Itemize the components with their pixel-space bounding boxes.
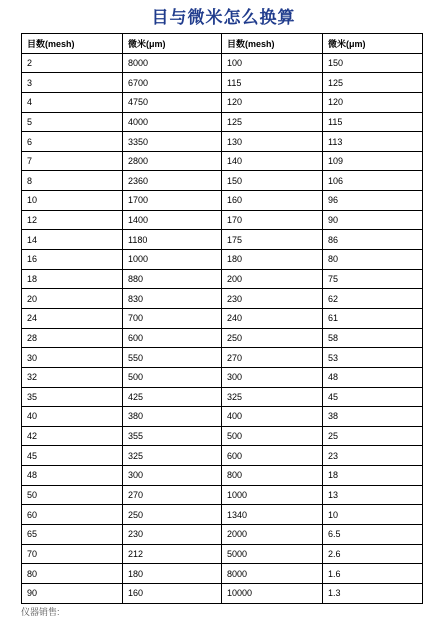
cell-mesh-right: 170: [222, 210, 323, 230]
cell-mesh-right: 2000: [222, 525, 323, 545]
cell-micron-left: 1180: [123, 230, 222, 250]
cell-mesh-left: 4: [22, 92, 123, 112]
cell-mesh-left: 50: [22, 485, 123, 505]
page-title: 目与微米怎么换算: [151, 8, 296, 28]
cell-mesh-left: 3: [22, 73, 123, 93]
table-row: [22, 348, 423, 368]
cell-micron-right: 113: [323, 132, 423, 152]
cell-micron-left: 600: [123, 328, 222, 348]
table-row: [22, 250, 423, 270]
table-row: [22, 171, 423, 191]
table-row: [22, 289, 423, 309]
cell-micron-left: 4750: [123, 92, 222, 112]
table-row: [22, 367, 423, 387]
cell-mesh-left: 80: [22, 564, 123, 584]
cell-mesh-left: 90: [22, 583, 123, 603]
cell-micron-right: 125: [323, 73, 423, 93]
cell-micron-right: 109: [323, 151, 423, 171]
cell-mesh-left: 28: [22, 328, 123, 348]
cell-mesh-left: 5: [22, 112, 123, 132]
cell-micron-right: 96: [323, 191, 423, 211]
table-row: [22, 308, 423, 328]
cell-mesh-left: 16: [22, 250, 123, 270]
cell-micron-left: 180: [123, 564, 222, 584]
table-row: [22, 387, 423, 407]
cell-micron-left: 8000: [123, 53, 222, 73]
cell-micron-left: 2360: [123, 171, 222, 191]
cell-micron-right: 45: [323, 387, 423, 407]
cell-micron-right: 90: [323, 210, 423, 230]
cell-mesh-right: 240: [222, 308, 323, 328]
footer-note: 仪器销售:: [21, 607, 60, 617]
cell-micron-left: 6700: [123, 73, 222, 93]
cell-mesh-right: 180: [222, 250, 323, 270]
cell-micron-left: 425: [123, 387, 222, 407]
cell-mesh-right: 115: [222, 73, 323, 93]
table-row: [22, 132, 423, 152]
cell-mesh-right: 230: [222, 289, 323, 309]
cell-micron-right: 61: [323, 308, 423, 328]
cell-mesh-right: 200: [222, 269, 323, 289]
cell-micron-left: 880: [123, 269, 222, 289]
cell-mesh-left: 14: [22, 230, 123, 250]
cell-mesh-right: 5000: [222, 544, 323, 564]
table-row: [22, 151, 423, 171]
cell-mesh-left: 2: [22, 53, 123, 73]
cell-mesh-left: 6: [22, 132, 123, 152]
cell-micron-right: 1.6: [323, 564, 423, 584]
table-row: [22, 583, 423, 603]
cell-micron-left: 2800: [123, 151, 222, 171]
cell-mesh-left: 32: [22, 367, 123, 387]
cell-micron-left: 355: [123, 426, 222, 446]
cell-micron-left: 325: [123, 446, 222, 466]
table-row: [22, 407, 423, 427]
cell-micron-right: 86: [323, 230, 423, 250]
cell-mesh-left: 60: [22, 505, 123, 525]
cell-mesh-left: 42: [22, 426, 123, 446]
cell-mesh-right: 800: [222, 466, 323, 486]
cell-micron-right: 150: [323, 53, 423, 73]
cell-micron-left: 1400: [123, 210, 222, 230]
cell-micron-right: 25: [323, 426, 423, 446]
table-row: [22, 92, 423, 112]
table-body: [22, 53, 423, 603]
cell-micron-right: 75: [323, 269, 423, 289]
cell-mesh-right: 1340: [222, 505, 323, 525]
table-row: [22, 544, 423, 564]
cell-micron-right: 80: [323, 250, 423, 270]
cell-mesh-right: 400: [222, 407, 323, 427]
cell-mesh-right: 100: [222, 53, 323, 73]
cell-mesh-right: 10000: [222, 583, 323, 603]
cell-micron-right: 106: [323, 171, 423, 191]
cell-mesh-left: 24: [22, 308, 123, 328]
cell-micron-left: 830: [123, 289, 222, 309]
header-mesh-right: 目数(mesh): [222, 34, 323, 54]
table-row: [22, 446, 423, 466]
cell-micron-right: 13: [323, 485, 423, 505]
cell-micron-left: 700: [123, 308, 222, 328]
cell-mesh-right: 600: [222, 446, 323, 466]
table-row: [22, 564, 423, 584]
cell-micron-left: 1700: [123, 191, 222, 211]
cell-mesh-right: 175: [222, 230, 323, 250]
cell-mesh-right: 140: [222, 151, 323, 171]
cell-mesh-right: 8000: [222, 564, 323, 584]
table-header-row: [22, 34, 423, 54]
cell-mesh-left: 8: [22, 171, 123, 191]
table-row: [22, 191, 423, 211]
cell-micron-left: 4000: [123, 112, 222, 132]
cell-micron-right: 1.3: [323, 583, 423, 603]
cell-mesh-left: 45: [22, 446, 123, 466]
cell-micron-left: 1000: [123, 250, 222, 270]
cell-micron-right: 6.5: [323, 525, 423, 545]
cell-mesh-left: 7: [22, 151, 123, 171]
table-row: [22, 505, 423, 525]
header-micron-right: 微米(μm): [323, 34, 423, 54]
cell-micron-right: 38: [323, 407, 423, 427]
cell-mesh-left: 40: [22, 407, 123, 427]
table-row: [22, 485, 423, 505]
cell-mesh-left: 65: [22, 525, 123, 545]
cell-mesh-right: 125: [222, 112, 323, 132]
cell-micron-right: 115: [323, 112, 423, 132]
cell-micron-right: 53: [323, 348, 423, 368]
cell-mesh-right: 150: [222, 171, 323, 191]
cell-mesh-left: 48: [22, 466, 123, 486]
cell-micron-right: 48: [323, 367, 423, 387]
cell-micron-right: 18: [323, 466, 423, 486]
table-row: [22, 112, 423, 132]
table-row: [22, 525, 423, 545]
table-row: [22, 328, 423, 348]
cell-micron-left: 500: [123, 367, 222, 387]
cell-mesh-right: 300: [222, 367, 323, 387]
cell-mesh-left: 10: [22, 191, 123, 211]
cell-mesh-right: 1000: [222, 485, 323, 505]
cell-micron-left: 550: [123, 348, 222, 368]
table-row: [22, 426, 423, 446]
cell-micron-left: 270: [123, 485, 222, 505]
cell-mesh-left: 35: [22, 387, 123, 407]
header-mesh-left: 目数(mesh): [22, 34, 123, 54]
cell-micron-right: 2.6: [323, 544, 423, 564]
cell-mesh-left: 70: [22, 544, 123, 564]
cell-micron-right: 10: [323, 505, 423, 525]
table-row: [22, 466, 423, 486]
cell-micron-right: 120: [323, 92, 423, 112]
cell-mesh-right: 130: [222, 132, 323, 152]
cell-mesh-right: 270: [222, 348, 323, 368]
table-row: [22, 230, 423, 250]
cell-mesh-right: 160: [222, 191, 323, 211]
header-micron-left: 微米(μm): [123, 34, 222, 54]
cell-mesh-left: 18: [22, 269, 123, 289]
cell-micron-left: 230: [123, 525, 222, 545]
table-row: [22, 53, 423, 73]
cell-mesh-left: 30: [22, 348, 123, 368]
table-row: [22, 210, 423, 230]
cell-mesh-right: 250: [222, 328, 323, 348]
cell-micron-left: 250: [123, 505, 222, 525]
cell-micron-right: 58: [323, 328, 423, 348]
cell-mesh-left: 20: [22, 289, 123, 309]
cell-micron-left: 160: [123, 583, 222, 603]
cell-micron-left: 300: [123, 466, 222, 486]
cell-mesh-right: 120: [222, 92, 323, 112]
cell-micron-left: 380: [123, 407, 222, 427]
cell-micron-right: 23: [323, 446, 423, 466]
table-row: [22, 269, 423, 289]
cell-micron-right: 62: [323, 289, 423, 309]
cell-micron-left: 3350: [123, 132, 222, 152]
cell-mesh-right: 325: [222, 387, 323, 407]
cell-micron-left: 212: [123, 544, 222, 564]
cell-mesh-left: 12: [22, 210, 123, 230]
table-row: [22, 73, 423, 93]
mesh-micron-table: [21, 33, 423, 604]
cell-mesh-right: 500: [222, 426, 323, 446]
